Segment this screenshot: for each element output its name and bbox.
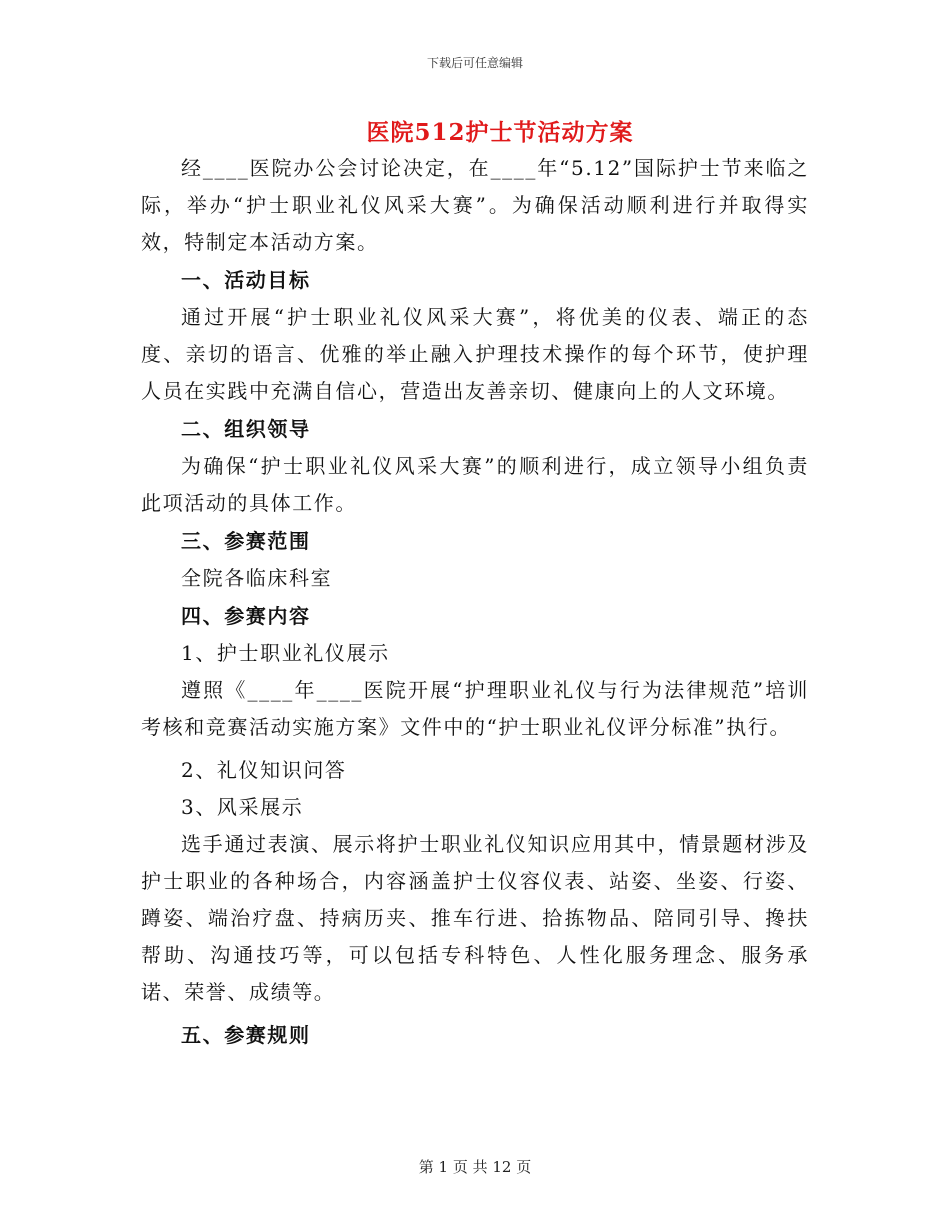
section-body-scope: 全院各临床科室 bbox=[181, 566, 333, 590]
section-heading-rules: 五、参赛规则 bbox=[181, 1023, 311, 1047]
item-heading-style-display: 3、风采展示 bbox=[181, 795, 304, 819]
section-heading-organization: 二、组织领导 bbox=[181, 417, 311, 441]
item-body-style-display: 选手通过表演、展示将护士职业礼仪知识应用其中，情景题材涉及护士职业的各种场合，内容涵盖护士仪容仪表、站姿、坐姿、行姿、蹲姿、端治疗盘、持病历夹、推车行进、拾拣物品、陪同引导、搀扶帮助、沟通技巧等，可以包括专科特色、人性化服务理念、服务承诺、荣誉、成绩等。 bbox=[141, 832, 809, 1004]
section-body-organization: 为确保“护士职业礼仪风采大赛”的顺利进行，成立领导小组负责此项活动的具体工作。 bbox=[141, 454, 809, 515]
section-heading-scope: 三、参赛范围 bbox=[181, 529, 311, 553]
item-heading-etiquette-display: 1、护士职业礼仪展示 bbox=[181, 641, 390, 665]
item-body-etiquette-display: 遵照《____年____医院开展“护理职业礼仪与行为法律规范”培训考核和竞赛活动实施方案》文件中的“护士职业礼仪评分标准”执行。 bbox=[141, 678, 809, 739]
intro-paragraph: 经____医院办公会讨论决定，在____年“5.12”国际护士节来临之际，举办“护士职业礼仪风采大赛”。为确保活动顺利进行并取得实效，特制定本活动方案。 bbox=[141, 156, 809, 254]
page-number: 第 1 页 共 12 页 bbox=[418, 1158, 532, 1176]
document-title: 医院512护士节活动方案 bbox=[366, 119, 634, 146]
section-heading-content: 四、参赛内容 bbox=[181, 604, 311, 628]
section-heading-goals: 一、活动目标 bbox=[181, 268, 311, 292]
document-body bbox=[141, 150, 809, 1054]
section-body-goals: 通过开展“护士职业礼仪风采大赛”，将优美的仪表、端正的态度、亲切的语言、优雅的举止融入护理技术操作的每个环节，使护理人员在实践中充满自信心，营造出友善亲切、健康向上的人文环境。 bbox=[141, 305, 809, 403]
header-note: 下载后可任意编辑 bbox=[426, 56, 523, 70]
item-heading-knowledge-qa: 2、礼仪知识问答 bbox=[181, 758, 347, 782]
